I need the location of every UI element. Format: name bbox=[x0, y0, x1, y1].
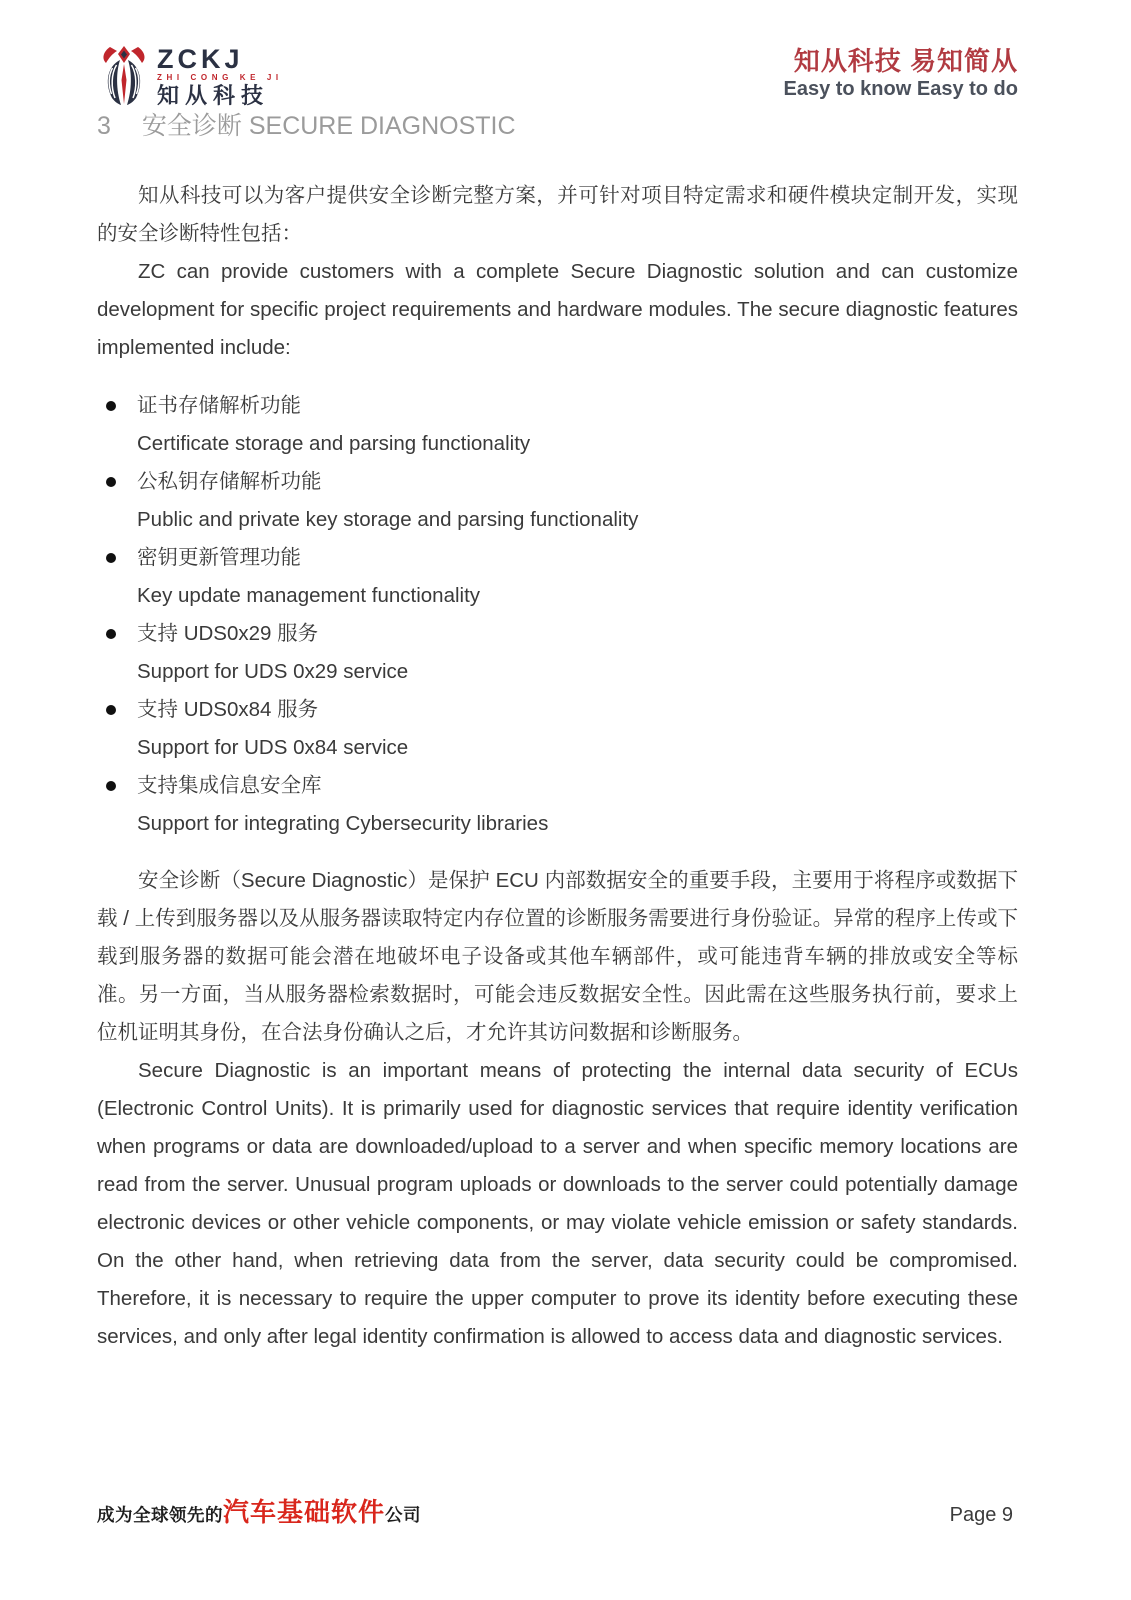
feature-en: Support for UDS 0x84 service bbox=[137, 736, 409, 759]
intro-paragraph-en: ZC can provide customers with a complete Secure Diagnostic solution and can customize development for specific project requirements and hardware modules. The secure diagnostic features implemented include: bbox=[97, 260, 1018, 359]
logo-subtitle: ZHI CONG KE JI bbox=[157, 73, 283, 82]
header-tagline bbox=[783, 46, 1018, 101]
feature-item bbox=[97, 387, 1018, 463]
section-title: 安全诊断 SECURE DIAGNOSTIC bbox=[141, 112, 516, 140]
feature-en: Support for integrating Cybersecurity libraries bbox=[137, 812, 549, 835]
bullet-icon bbox=[106, 781, 116, 791]
feature-item bbox=[97, 767, 1018, 843]
feature-en: Support for UDS 0x29 service bbox=[137, 660, 409, 683]
beetle-emblem-icon bbox=[100, 46, 148, 106]
feature-cn: 公私钥存储解析功能 bbox=[137, 470, 322, 493]
logo-text bbox=[157, 46, 283, 108]
body-paragraph-en: Secure Diagnostic is an important means of protecting the internal data security of ECUs (Electronic Control Units). It is primarily used for diagnostic services that require identity verification when programs or data are downloaded/upload to a server and when specific memory locations are read from the server. Unusual program uploads or downloads to the server could potentially damage electronic devices or other vehicle components, or may violate vehicle emission or safety standards. On the other hand, when retrieving data from the server, data security could be compromised. Therefore, it is necessary to require the upper computer to prove its identity before executing these services, and only after legal identity confirmation is allowed to access data and diagnostic services. bbox=[97, 1059, 1018, 1348]
feature-cn: 支持集成信息安全库 bbox=[137, 774, 322, 797]
footer-slogan bbox=[97, 1492, 421, 1529]
bullet-icon bbox=[106, 629, 116, 639]
feature-cn: 支持 UDS0x84 服务 bbox=[137, 698, 319, 721]
body-paragraph-cn: 安全诊断（Secure Diagnostic）是保护 ECU 内部数据安全的重要手段，主要用于将程序或数据下载 / 上传到服务器以及从服务器读取特定内存位置的诊断服务需要进行身份验证。异常的程序上传或下载到服务器的数据可能会潜在地破坏电子设备或其他车辆部件，或可能违背车辆的排放或安全等标准。另一方面，当从服务器检索数据时，可能会违反数据安全性。因此需在这些服务执行前，要求上位机证明其身份，在合法身份确认之后，才允许其访问数据和诊断服务。 bbox=[97, 869, 1018, 1044]
feature-cn: 密钥更新管理功能 bbox=[137, 546, 301, 569]
bullet-icon bbox=[106, 705, 116, 715]
feature-en: Public and private key storage and parsing functionality bbox=[137, 508, 639, 531]
footer-slogan-suffix: 公司 bbox=[385, 1505, 422, 1525]
footer-slogan-highlight: 汽车基础软件 bbox=[223, 1497, 386, 1527]
logo-brand-name: 知从科技 bbox=[157, 83, 270, 108]
feature-item bbox=[97, 463, 1018, 539]
feature-en: Key update management functionality bbox=[137, 584, 481, 607]
main-content bbox=[97, 177, 1018, 1356]
feature-en: Certificate storage and parsing functionality bbox=[137, 432, 531, 455]
page-number: Page 9 bbox=[949, 1504, 1013, 1526]
page-footer bbox=[97, 1492, 1013, 1529]
section-heading bbox=[97, 111, 516, 141]
feature-cn: 支持 UDS0x29 服务 bbox=[137, 622, 319, 645]
bullet-icon bbox=[106, 477, 116, 487]
tagline-chinese: 知从科技 易知简从 bbox=[793, 46, 1018, 76]
feature-item bbox=[97, 539, 1018, 615]
tagline-english: Easy to know Easy to do bbox=[783, 78, 1018, 100]
section-number: 3 bbox=[97, 112, 111, 140]
bullet-icon bbox=[106, 553, 116, 563]
feature-cn: 证书存储解析功能 bbox=[137, 394, 301, 417]
feature-item bbox=[97, 691, 1018, 767]
intro-paragraph-cn: 知从科技可以为客户提供安全诊断完整方案，并可针对项目特定需求和硬件模块定制开发，实现的安全诊断特性包括： bbox=[97, 184, 1018, 245]
company-logo bbox=[100, 46, 283, 108]
footer-slogan-prefix: 成为全球领先的 bbox=[97, 1505, 223, 1525]
feature-item bbox=[97, 615, 1018, 691]
bullet-icon bbox=[106, 401, 116, 411]
feature-list bbox=[97, 387, 1018, 843]
logo-acronym: ZCKJ bbox=[157, 44, 244, 74]
page-header bbox=[100, 46, 1018, 108]
